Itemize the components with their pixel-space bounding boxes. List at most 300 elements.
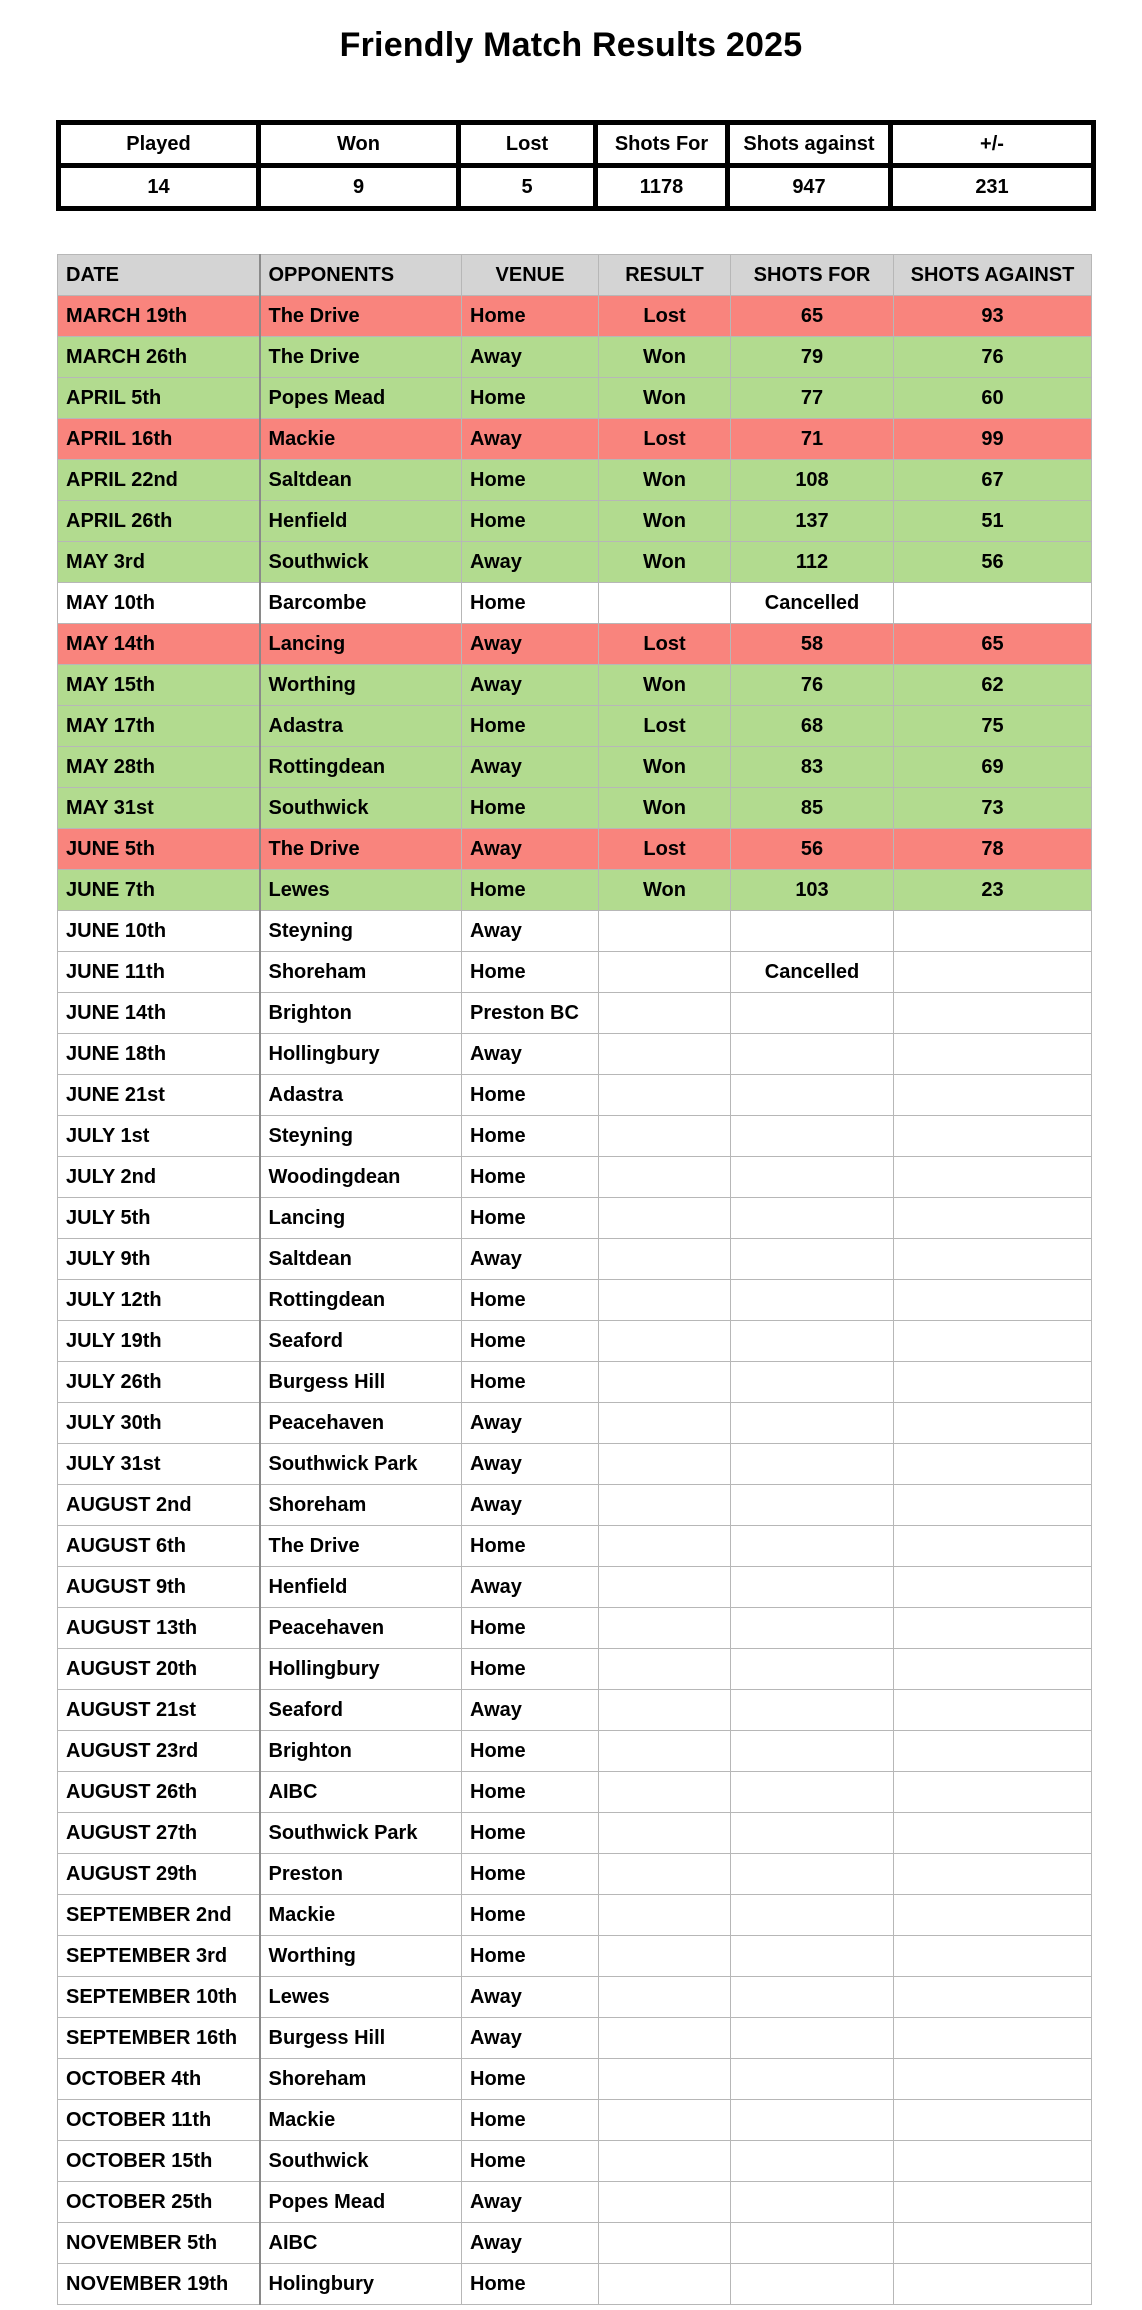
date-cell: OCTOBER 25th (58, 2182, 260, 2223)
opponent-cell: AIBC (260, 2223, 462, 2264)
shots-for-cell: Cancelled (731, 583, 894, 624)
result-cell: Won (599, 378, 731, 419)
opponent-cell: Popes Mead (260, 378, 462, 419)
shots-against-cell (894, 2141, 1092, 2182)
shots-for-cell: 103 (731, 870, 894, 911)
result-cell (599, 1280, 731, 1321)
shots-against-cell: 73 (894, 788, 1092, 829)
shots-against-cell: 67 (894, 460, 1092, 501)
shots-for-cell: 137 (731, 501, 894, 542)
table-row (58, 1444, 1092, 1485)
opponent-cell: The Drive (260, 1526, 462, 1567)
table-row (58, 952, 1092, 993)
venue-cell: Home (462, 1116, 599, 1157)
table-row (58, 2100, 1092, 2141)
shots-for-cell: 65 (731, 296, 894, 337)
venue-cell: Away (462, 1444, 599, 1485)
venue-cell: Home (462, 1280, 599, 1321)
date-cell: AUGUST 13th (58, 1608, 260, 1649)
shots-for-cell (731, 1608, 894, 1649)
shots-against-cell (894, 1362, 1092, 1403)
table-row (58, 1116, 1092, 1157)
summary-plus-minus: 231 (891, 166, 1094, 209)
shots-against-cell (894, 1526, 1092, 1567)
shots-against-cell (894, 2223, 1092, 2264)
date-cell: AUGUST 29th (58, 1854, 260, 1895)
date-cell: AUGUST 23rd (58, 1731, 260, 1772)
table-row (58, 747, 1092, 788)
opponent-cell: Brighton (260, 1731, 462, 1772)
shots-for-cell: 71 (731, 419, 894, 460)
opponent-cell: Seaford (260, 1690, 462, 1731)
table-row (58, 1157, 1092, 1198)
shots-against-cell: 51 (894, 501, 1092, 542)
opponent-cell: AIBC (260, 1772, 462, 1813)
shots-against-cell (894, 1813, 1092, 1854)
venue-cell: Home (462, 2264, 599, 2305)
result-cell (599, 1198, 731, 1239)
table-row (58, 1239, 1092, 1280)
table-row (58, 788, 1092, 829)
venue-cell: Home (462, 788, 599, 829)
table-row (58, 337, 1092, 378)
result-cell (599, 1526, 731, 1567)
shots-against-cell (894, 1485, 1092, 1526)
shots-for-cell: 85 (731, 788, 894, 829)
shots-against-cell (894, 1321, 1092, 1362)
opponent-cell: Shoreham (260, 1485, 462, 1526)
table-row (58, 1075, 1092, 1116)
shots-against-cell (894, 2100, 1092, 2141)
date-cell: OCTOBER 15th (58, 2141, 260, 2182)
result-cell (599, 1813, 731, 1854)
opponent-cell: Southwick Park (260, 1444, 462, 1485)
table-row (58, 1772, 1092, 1813)
table-row (58, 1813, 1092, 1854)
table-row (58, 1608, 1092, 1649)
venue-cell: Home (462, 1813, 599, 1854)
shots-against-cell: 99 (894, 419, 1092, 460)
opponent-cell: Burgess Hill (260, 2018, 462, 2059)
shots-against-cell (894, 1854, 1092, 1895)
table-row (58, 1034, 1092, 1075)
summary-shots-for: 1178 (596, 166, 728, 209)
shots-for-cell (731, 2223, 894, 2264)
summary-lost: 5 (459, 166, 596, 209)
date-cell: MARCH 26th (58, 337, 260, 378)
venue-cell: Away (462, 2018, 599, 2059)
table-row (58, 501, 1092, 542)
shots-against-cell (894, 1034, 1092, 1075)
venue-cell: Away (462, 2223, 599, 2264)
result-cell (599, 2223, 731, 2264)
table-row (58, 2182, 1092, 2223)
date-cell: AUGUST 21st (58, 1690, 260, 1731)
shots-for-cell (731, 1977, 894, 2018)
shots-against-cell (894, 1075, 1092, 1116)
date-cell: AUGUST 2nd (58, 1485, 260, 1526)
shots-for-cell (731, 1526, 894, 1567)
table-row (58, 2141, 1092, 2182)
opponent-cell: Lancing (260, 624, 462, 665)
shots-for-cell (731, 2264, 894, 2305)
date-cell: MAY 28th (58, 747, 260, 788)
opponent-cell: Henfield (260, 1567, 462, 1608)
shots-against-cell (894, 1731, 1092, 1772)
summary-header-played: Played (59, 123, 259, 166)
result-cell (599, 1075, 731, 1116)
shots-for-cell (731, 1403, 894, 1444)
shots-against-cell: 76 (894, 337, 1092, 378)
result-cell (599, 1731, 731, 1772)
summary-value-row (59, 166, 1094, 209)
result-cell (599, 583, 731, 624)
venue-cell: Away (462, 1034, 599, 1075)
shots-for-cell (731, 1280, 894, 1321)
venue-cell: Preston BC (462, 993, 599, 1034)
opponent-cell: Shoreham (260, 2059, 462, 2100)
shots-for-cell (731, 1075, 894, 1116)
table-row (58, 1403, 1092, 1444)
venue-cell: Home (462, 1936, 599, 1977)
opponent-cell: Adastra (260, 706, 462, 747)
date-cell: APRIL 22nd (58, 460, 260, 501)
date-cell: JUNE 10th (58, 911, 260, 952)
page-title: Friendly Match Results 2025 (339, 26, 803, 64)
shots-for-cell (731, 2141, 894, 2182)
result-cell (599, 993, 731, 1034)
shots-against-cell (894, 1403, 1092, 1444)
opponent-cell: Mackie (260, 2100, 462, 2141)
table-row (58, 1895, 1092, 1936)
table-row (58, 2264, 1092, 2305)
table-row (58, 2223, 1092, 2264)
result-cell (599, 952, 731, 993)
shots-for-cell (731, 2018, 894, 2059)
result-cell: Lost (599, 419, 731, 460)
table-row (58, 1690, 1092, 1731)
result-cell: Won (599, 788, 731, 829)
opponent-cell: Saltdean (260, 1239, 462, 1280)
opponent-cell: Southwick (260, 788, 462, 829)
table-row (58, 542, 1092, 583)
shots-for-cell (731, 2059, 894, 2100)
shots-for-cell (731, 993, 894, 1034)
shots-against-cell (894, 1608, 1092, 1649)
result-cell: Won (599, 337, 731, 378)
shots-for-cell (731, 1895, 894, 1936)
shots-against-cell: 75 (894, 706, 1092, 747)
table-row (58, 1854, 1092, 1895)
shots-against-cell: 78 (894, 829, 1092, 870)
date-cell: JULY 19th (58, 1321, 260, 1362)
venue-cell: Home (462, 1362, 599, 1403)
opponent-cell: Rottingdean (260, 747, 462, 788)
table-row (58, 993, 1092, 1034)
shots-for-cell (731, 1690, 894, 1731)
venue-cell: Away (462, 1977, 599, 2018)
result-cell: Lost (599, 706, 731, 747)
table-row (58, 1321, 1092, 1362)
result-cell (599, 1485, 731, 1526)
date-cell: OCTOBER 11th (58, 2100, 260, 2141)
date-cell: SEPTEMBER 10th (58, 1977, 260, 2018)
table-row (58, 706, 1092, 747)
opponent-cell: Burgess Hill (260, 1362, 462, 1403)
shots-against-cell: 56 (894, 542, 1092, 583)
date-cell: JULY 1st (58, 1116, 260, 1157)
result-cell (599, 2182, 731, 2223)
venue-cell: Away (462, 747, 599, 788)
shots-against-cell: 60 (894, 378, 1092, 419)
opponent-cell: Lewes (260, 870, 462, 911)
date-cell: SEPTEMBER 2nd (58, 1895, 260, 1936)
shots-against-cell (894, 2182, 1092, 2223)
table-row (58, 829, 1092, 870)
shots-against-cell: 93 (894, 296, 1092, 337)
date-cell: SEPTEMBER 3rd (58, 1936, 260, 1977)
summary-table (56, 120, 1096, 211)
table-row (58, 1198, 1092, 1239)
date-cell: MAY 3rd (58, 542, 260, 583)
date-cell: APRIL 26th (58, 501, 260, 542)
shots-for-cell: Cancelled (731, 952, 894, 993)
shots-for-cell (731, 1444, 894, 1485)
result-cell (599, 1239, 731, 1280)
shots-against-cell (894, 2059, 1092, 2100)
opponent-cell: Rottingdean (260, 1280, 462, 1321)
header-shots-against: SHOTS AGAINST (894, 255, 1092, 296)
shots-against-cell: 23 (894, 870, 1092, 911)
opponent-cell: Lewes (260, 1977, 462, 2018)
result-cell (599, 1444, 731, 1485)
venue-cell: Home (462, 1075, 599, 1116)
date-cell: JULY 9th (58, 1239, 260, 1280)
result-cell (599, 1157, 731, 1198)
result-cell (599, 1362, 731, 1403)
opponent-cell: Mackie (260, 419, 462, 460)
header-venue: VENUE (462, 255, 599, 296)
summary-shots-against: 947 (728, 166, 891, 209)
shots-for-cell (731, 1034, 894, 1075)
venue-cell: Home (462, 2141, 599, 2182)
venue-cell: Home (462, 952, 599, 993)
venue-cell: Home (462, 2059, 599, 2100)
opponent-cell: Popes Mead (260, 2182, 462, 2223)
table-row (58, 1936, 1092, 1977)
venue-cell: Home (462, 1526, 599, 1567)
result-cell: Won (599, 460, 731, 501)
table-row (58, 583, 1092, 624)
table-row (58, 1567, 1092, 1608)
results-body (58, 296, 1092, 2305)
venue-cell: Away (462, 2182, 599, 2223)
result-cell (599, 1403, 731, 1444)
date-cell: NOVEMBER 19th (58, 2264, 260, 2305)
summary-played: 14 (59, 166, 259, 209)
table-row (58, 1977, 1092, 2018)
date-cell: MAY 17th (58, 706, 260, 747)
opponent-cell: The Drive (260, 337, 462, 378)
shots-for-cell (731, 1772, 894, 1813)
shots-against-cell (894, 1239, 1092, 1280)
shots-against-cell (894, 2018, 1092, 2059)
opponent-cell: Southwick (260, 2141, 462, 2182)
date-cell: JULY 2nd (58, 1157, 260, 1198)
venue-cell: Away (462, 337, 599, 378)
venue-cell: Home (462, 460, 599, 501)
opponent-cell: Southwick Park (260, 1813, 462, 1854)
venue-cell: Home (462, 1854, 599, 1895)
shots-for-cell: 56 (731, 829, 894, 870)
date-cell: JULY 12th (58, 1280, 260, 1321)
shots-against-cell: 65 (894, 624, 1092, 665)
venue-cell: Home (462, 1321, 599, 1362)
result-cell: Lost (599, 296, 731, 337)
shots-against-cell (894, 1116, 1092, 1157)
venue-cell: Away (462, 665, 599, 706)
table-row (58, 870, 1092, 911)
venue-cell: Away (462, 542, 599, 583)
shots-against-cell (894, 1444, 1092, 1485)
shots-for-cell (731, 1854, 894, 1895)
result-cell: Lost (599, 829, 731, 870)
venue-cell: Home (462, 1772, 599, 1813)
table-row (58, 911, 1092, 952)
shots-for-cell (731, 1813, 894, 1854)
shots-against-cell (894, 952, 1092, 993)
shots-for-cell (731, 911, 894, 952)
date-cell: JUNE 11th (58, 952, 260, 993)
date-cell: SEPTEMBER 16th (58, 2018, 260, 2059)
venue-cell: Away (462, 1403, 599, 1444)
date-cell: JULY 30th (58, 1403, 260, 1444)
opponent-cell: The Drive (260, 296, 462, 337)
result-cell (599, 1772, 731, 1813)
venue-cell: Away (462, 1690, 599, 1731)
result-cell (599, 911, 731, 952)
result-cell (599, 1608, 731, 1649)
shots-against-cell: 62 (894, 665, 1092, 706)
shots-against-cell (894, 1280, 1092, 1321)
shots-against-cell: 69 (894, 747, 1092, 788)
opponent-cell: Brighton (260, 993, 462, 1034)
date-cell: JUNE 21st (58, 1075, 260, 1116)
summary-header-plus-minus: +/- (891, 123, 1094, 166)
opponent-cell: Steyning (260, 911, 462, 952)
shots-for-cell: 112 (731, 542, 894, 583)
shots-against-cell (894, 1895, 1092, 1936)
opponent-cell: Lancing (260, 1198, 462, 1239)
table-row (58, 296, 1092, 337)
date-cell: JUNE 7th (58, 870, 260, 911)
shots-for-cell (731, 1198, 894, 1239)
date-cell: OCTOBER 4th (58, 2059, 260, 2100)
shots-against-cell (894, 583, 1092, 624)
result-cell (599, 1854, 731, 1895)
date-cell: APRIL 16th (58, 419, 260, 460)
date-cell: MAY 31st (58, 788, 260, 829)
result-cell (599, 1321, 731, 1362)
date-cell: JULY 5th (58, 1198, 260, 1239)
result-cell (599, 1690, 731, 1731)
shots-against-cell (894, 1198, 1092, 1239)
opponent-cell: Preston (260, 1854, 462, 1895)
opponent-cell: Woodingdean (260, 1157, 462, 1198)
summary-won: 9 (259, 166, 459, 209)
date-cell: JULY 31st (58, 1444, 260, 1485)
table-row (58, 1485, 1092, 1526)
shots-for-cell: 108 (731, 460, 894, 501)
venue-cell: Home (462, 1649, 599, 1690)
venue-cell: Away (462, 624, 599, 665)
summary-header-shots-for: Shots For (596, 123, 728, 166)
table-row (58, 1731, 1092, 1772)
venue-cell: Away (462, 1239, 599, 1280)
result-cell (599, 1034, 731, 1075)
date-cell: AUGUST 9th (58, 1567, 260, 1608)
result-cell: Lost (599, 624, 731, 665)
result-cell: Won (599, 501, 731, 542)
opponent-cell: Worthing (260, 665, 462, 706)
header-date: DATE (58, 255, 260, 296)
opponent-cell: Worthing (260, 1936, 462, 1977)
result-cell: Won (599, 665, 731, 706)
opponent-cell: Shoreham (260, 952, 462, 993)
shots-for-cell (731, 1321, 894, 1362)
table-row (58, 624, 1092, 665)
table-row (58, 1280, 1092, 1321)
summary-header-lost: Lost (459, 123, 596, 166)
result-cell (599, 2018, 731, 2059)
venue-cell: Home (462, 1731, 599, 1772)
opponent-cell: Seaford (260, 1321, 462, 1362)
result-cell: Won (599, 870, 731, 911)
opponent-cell: The Drive (260, 829, 462, 870)
venue-cell: Home (462, 1895, 599, 1936)
shots-against-cell (894, 911, 1092, 952)
shots-for-cell: 79 (731, 337, 894, 378)
results-header-row (58, 255, 1092, 296)
summary-header-shots-against: Shots against (728, 123, 891, 166)
table-row (58, 1362, 1092, 1403)
venue-cell: Home (462, 1608, 599, 1649)
shots-for-cell: 77 (731, 378, 894, 419)
date-cell: JUNE 18th (58, 1034, 260, 1075)
venue-cell: Home (462, 296, 599, 337)
opponent-cell: Hollingbury (260, 1034, 462, 1075)
summary-header-won: Won (259, 123, 459, 166)
venue-cell: Away (462, 419, 599, 460)
shots-against-cell (894, 1567, 1092, 1608)
table-row (58, 2059, 1092, 2100)
date-cell: MAY 10th (58, 583, 260, 624)
table-row (58, 665, 1092, 706)
venue-cell: Home (462, 583, 599, 624)
date-cell: AUGUST 20th (58, 1649, 260, 1690)
shots-against-cell (894, 993, 1092, 1034)
date-cell: JULY 26th (58, 1362, 260, 1403)
shots-for-cell (731, 1362, 894, 1403)
date-cell: AUGUST 27th (58, 1813, 260, 1854)
opponent-cell: Peacehaven (260, 1403, 462, 1444)
opponent-cell: Peacehaven (260, 1608, 462, 1649)
result-cell (599, 1895, 731, 1936)
date-cell: AUGUST 6th (58, 1526, 260, 1567)
table-row (58, 419, 1092, 460)
results-table (57, 254, 1092, 2305)
shots-for-cell (731, 1567, 894, 1608)
